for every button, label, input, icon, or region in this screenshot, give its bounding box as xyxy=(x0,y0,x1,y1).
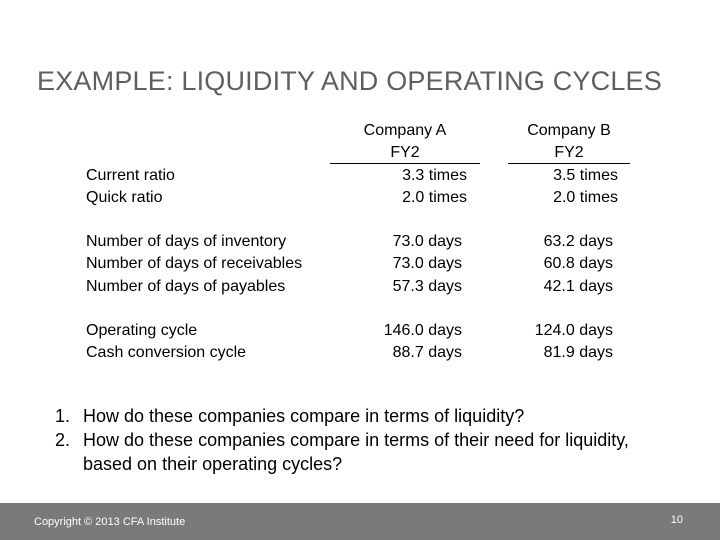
page-number: 10 xyxy=(670,514,683,526)
row-label-days-receivables: Number of days of receivables xyxy=(86,255,303,272)
company-b-cash-conversion-cycle: 81.9 days xyxy=(543,344,613,361)
question-item xyxy=(55,428,655,476)
company-a-days-inventory: 73.0 days xyxy=(392,233,462,250)
company-a-operating-cycle: 146.0 days xyxy=(383,322,462,339)
row-label-current-ratio: Current ratio xyxy=(86,167,175,184)
row-label-days-payables: Number of days of payables xyxy=(86,278,286,295)
company-b-header: Company B xyxy=(527,122,611,139)
company-a-period: FY2 xyxy=(390,144,420,161)
company-a-days-payables: 57.3 days xyxy=(392,278,462,295)
company-a-current-ratio: 3.3 times xyxy=(402,167,467,184)
question-text: How do these companies compare in terms of their need for liquidity, based on their operating cycles? xyxy=(83,430,629,474)
company-b-days-inventory: 63.2 days xyxy=(543,233,613,250)
question-number: 2. xyxy=(55,430,71,450)
company-a-header: Company A xyxy=(363,122,447,139)
footer-bar xyxy=(0,503,720,540)
row-label-days-inventory: Number of days of inventory xyxy=(86,233,287,250)
question-text: How do these companies compare in terms of liquidity? xyxy=(83,406,525,426)
question-list xyxy=(55,404,655,476)
company-a-cash-conversion-cycle: 88.7 days xyxy=(392,344,462,361)
company-b-quick-ratio: 2.0 times xyxy=(553,189,618,206)
row-label-quick-ratio: Quick ratio xyxy=(86,189,163,206)
question-item xyxy=(55,404,655,428)
company-b-operating-cycle: 124.0 days xyxy=(534,322,613,339)
company-b-header-rule xyxy=(508,163,630,164)
copyright-text: Copyright © 2013 CFA Institute xyxy=(34,516,186,528)
company-b-days-receivables: 60.8 days xyxy=(543,255,613,272)
company-b-days-payables: 42.1 days xyxy=(543,278,613,295)
company-a-days-receivables: 73.0 days xyxy=(392,255,462,272)
company-b-current-ratio: 3.5 times xyxy=(553,167,618,184)
company-b-period: FY2 xyxy=(554,144,584,161)
company-a-header-rule xyxy=(330,163,480,164)
row-label-cash-conversion-cycle: Cash conversion cycle xyxy=(86,344,247,361)
company-a-quick-ratio: 2.0 times xyxy=(402,189,467,206)
question-number: 1. xyxy=(55,406,71,426)
row-label-operating-cycle: Operating cycle xyxy=(86,322,198,339)
slide-title: EXAMPLE: LIQUIDITY AND OPERATING CYCLES xyxy=(37,66,662,96)
